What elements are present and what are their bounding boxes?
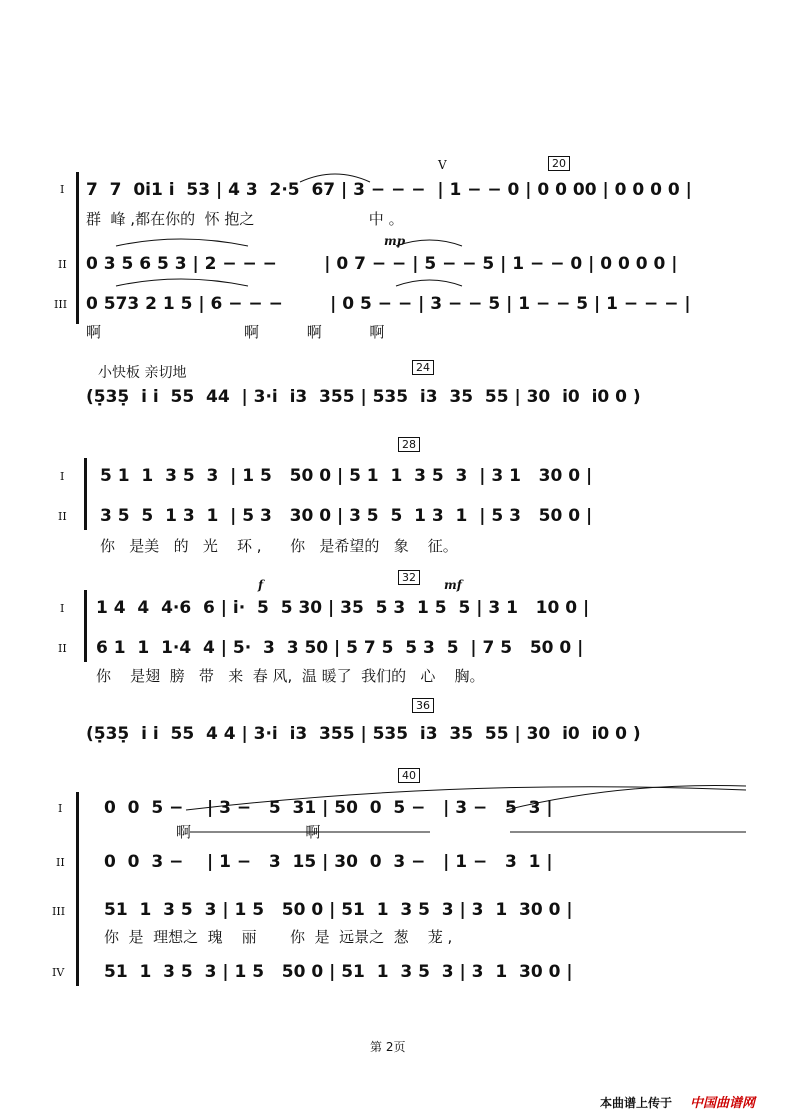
lyric-line: 群 峰 ,都在你的 怀 抱之 中 。: [86, 210, 404, 228]
voice-line: 51 1 3 5 3 | 1 5 50 0 | 51 1 3 5 3 | 3 1 30 0 |: [104, 900, 573, 920]
voice-label-I: I: [60, 183, 65, 196]
slur: [300, 174, 370, 182]
footer-source-text: 本曲谱上传于: [600, 1096, 673, 1110]
tempo-marking: 小快板 亲切地: [98, 365, 187, 381]
breath-mark: V: [438, 158, 447, 172]
measure-number: 20: [548, 156, 570, 171]
voice-line: 7 7 0i1 i 53 | 4 3 2·5 67 | 3 − − − | 1 − − 0 | 0 0 00 | 0 0 0 0 |: [86, 180, 692, 200]
voice-label-II: II: [58, 258, 67, 271]
voice-label-IV: IV: [52, 966, 65, 979]
measure-number: 40: [398, 768, 420, 783]
lyric-line: 你 是美 的 光 环 , 你 是希望的 象 征。: [100, 537, 458, 555]
voice-label-II: II: [58, 510, 67, 523]
slur: [116, 279, 248, 286]
interlude-line: (5̣35̣ i i 55 44 | 3·i i3 355 | 535 i3 35 55 | 30 i0 i0 0 ): [86, 387, 641, 407]
page-number: 第 2页: [370, 1040, 406, 1054]
dynamic-mark-mezzo-forte: mf: [444, 578, 462, 592]
voice-line: 0 573 2 1 5 | 6 − − − | 0 5 − − | 3 − − 5 | 1 − − 5 | 1 − − − |: [86, 294, 691, 314]
slur: [396, 280, 462, 286]
site-logo: 中国曲谱网: [690, 1096, 756, 1111]
slur: [396, 240, 462, 246]
slur: [116, 239, 248, 246]
measure-number: 24: [412, 360, 434, 375]
voice-label-I: I: [58, 802, 63, 815]
slur: [186, 787, 746, 810]
lyric-line: 你 是 理想之 瑰 丽 你 是 远景之 葱 茏 ,: [104, 928, 453, 946]
voice-line: 6 1 1 1·4 4 | 5· 3 3 50 | 5 7 5 5 3 5 | 7 5 50 0 |: [96, 638, 584, 658]
voice-line: 0 0 5 − | 3 − 5 31 | 50 0 5 − | 3 − 5 3 |: [104, 798, 553, 818]
measure-number: 32: [398, 570, 420, 585]
voice-label-III: III: [54, 298, 68, 311]
measure-number: 28: [398, 437, 420, 452]
voice-label-II: II: [56, 856, 65, 869]
slur: [506, 786, 746, 811]
voice-label-I: I: [60, 602, 65, 615]
voice-line: 51 1 3 5 3 | 1 5 50 0 | 51 1 3 5 3 | 3 1 30 0 |: [104, 962, 573, 982]
lyric-line: 啊 啊: [176, 823, 321, 841]
voice-line: 0 0 3 − | 1 − 3 15 | 30 0 3 − | 1 − 3 1 |: [104, 852, 553, 872]
lyric-line: 啊 啊 啊 啊: [86, 323, 385, 341]
voice-line: 0 3 5 6 5 3 | 2 − − − | 0 7 − − | 5 − − 5 | 1 − − 0 | 0 0 0 0 |: [86, 254, 678, 274]
voice-line: 1 4 4 4·6 6 | i· 5 5 30 | 35 5 3 1 5 5 | 3 1 10 0 |: [96, 598, 590, 618]
lyric-line: 你 是翅 膀 带 来 春 风, 温 暖了 我们的 心 胸。: [96, 667, 485, 685]
voice-label-III: III: [52, 905, 66, 918]
interlude-line: (5̣35̣ i i 55 4 4 | 3·i i3 355 | 535 i3 35 55 | 30 i0 i0 0 ): [86, 724, 641, 744]
dynamic-mark-forte: f: [258, 578, 264, 592]
dynamic-mark: mp: [384, 234, 406, 248]
measure-number: 36: [412, 698, 434, 713]
voice-label-I: I: [60, 470, 65, 483]
voice-line: 5 1 1 3 5 3 | 1 5 50 0 | 5 1 1 3 5 3 | 3 1 30 0 |: [100, 466, 593, 486]
voice-line: 3 5 5 1 3 1 | 5 3 30 0 | 3 5 5 1 3 1 | 5 3 50 0 |: [100, 506, 593, 526]
voice-label-II: II: [58, 642, 67, 655]
